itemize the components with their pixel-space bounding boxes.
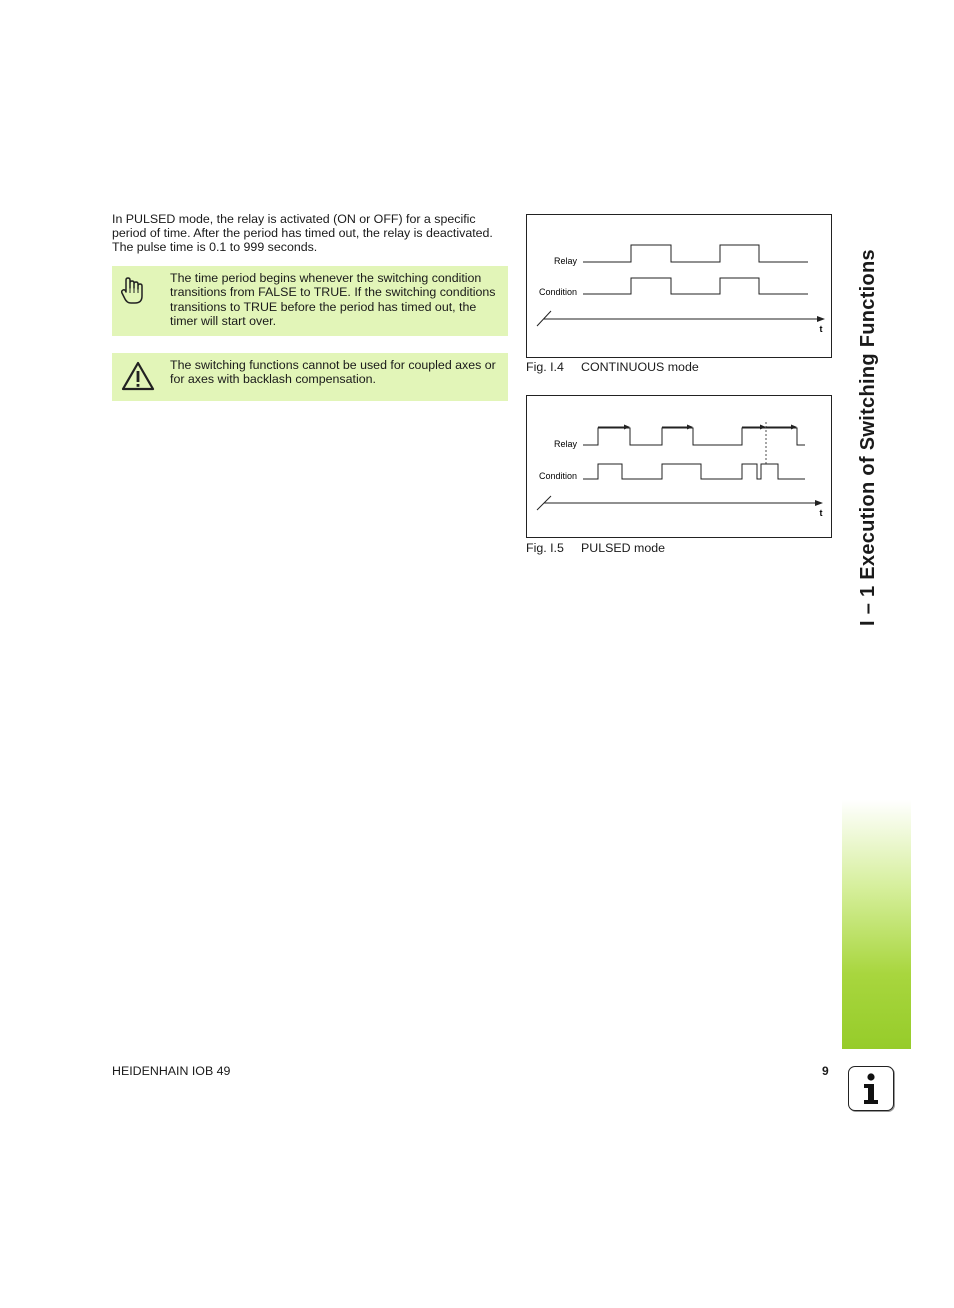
condition-signal [583, 278, 808, 294]
relay-signal [583, 245, 808, 262]
info-icon[interactable] [848, 1066, 894, 1111]
figure-number: Fig. I.5 [526, 541, 564, 555]
condition-signal [583, 464, 805, 479]
warning-text: The switching functions cannot be used for coupled axes or for axes with backlash compensation. [170, 358, 496, 387]
condition-label: Condition [538, 287, 577, 297]
arrow-head [624, 425, 630, 430]
relay-signal [583, 428, 805, 445]
arrow-head [760, 425, 766, 430]
footer-manual-name: HEIDENHAIN IOB 49 [112, 1064, 231, 1078]
relay-label: Relay [553, 256, 577, 266]
chapter-tab [842, 800, 911, 1049]
figure-number: Fig. I.4 [526, 360, 564, 374]
figure-title: PULSED mode [581, 541, 666, 555]
relay-label: Relay [553, 439, 577, 449]
section-title: I – 1 Execution of Switching Functions [857, 249, 879, 626]
figure-caption [526, 541, 665, 555]
time-axis-label: t [819, 508, 823, 518]
figure-continuous-mode [526, 214, 832, 358]
info-note [112, 266, 508, 336]
arrow-head [791, 425, 797, 430]
time-axis-arrow [815, 500, 823, 506]
figure-title: CONTINUOUS mode [581, 360, 699, 374]
figure-caption [526, 360, 699, 374]
pointing-hand-icon [121, 276, 143, 311]
figure-pulsed-mode [526, 395, 832, 538]
intro-paragraph: In PULSED mode, the relay is activated (ON or OFF) for a specific period of time. After the period has timed out, the relay is deactivated. The pulse time is 0.1 to 999 seconds. [112, 212, 493, 255]
time-axis-label: t [819, 324, 823, 334]
warning-triangle-icon [121, 361, 155, 396]
note-text: The time period begins whenever the switching condition transitions from FALSE to TRUE. If the switching conditions transitions to TRUE before the period has timed out, the timer will start over. [170, 271, 496, 328]
time-axis-arrow [817, 316, 825, 322]
arrow-head [687, 425, 693, 430]
page-number: 9 [822, 1064, 829, 1078]
condition-label: Condition [538, 471, 577, 481]
warning-note [112, 353, 508, 401]
